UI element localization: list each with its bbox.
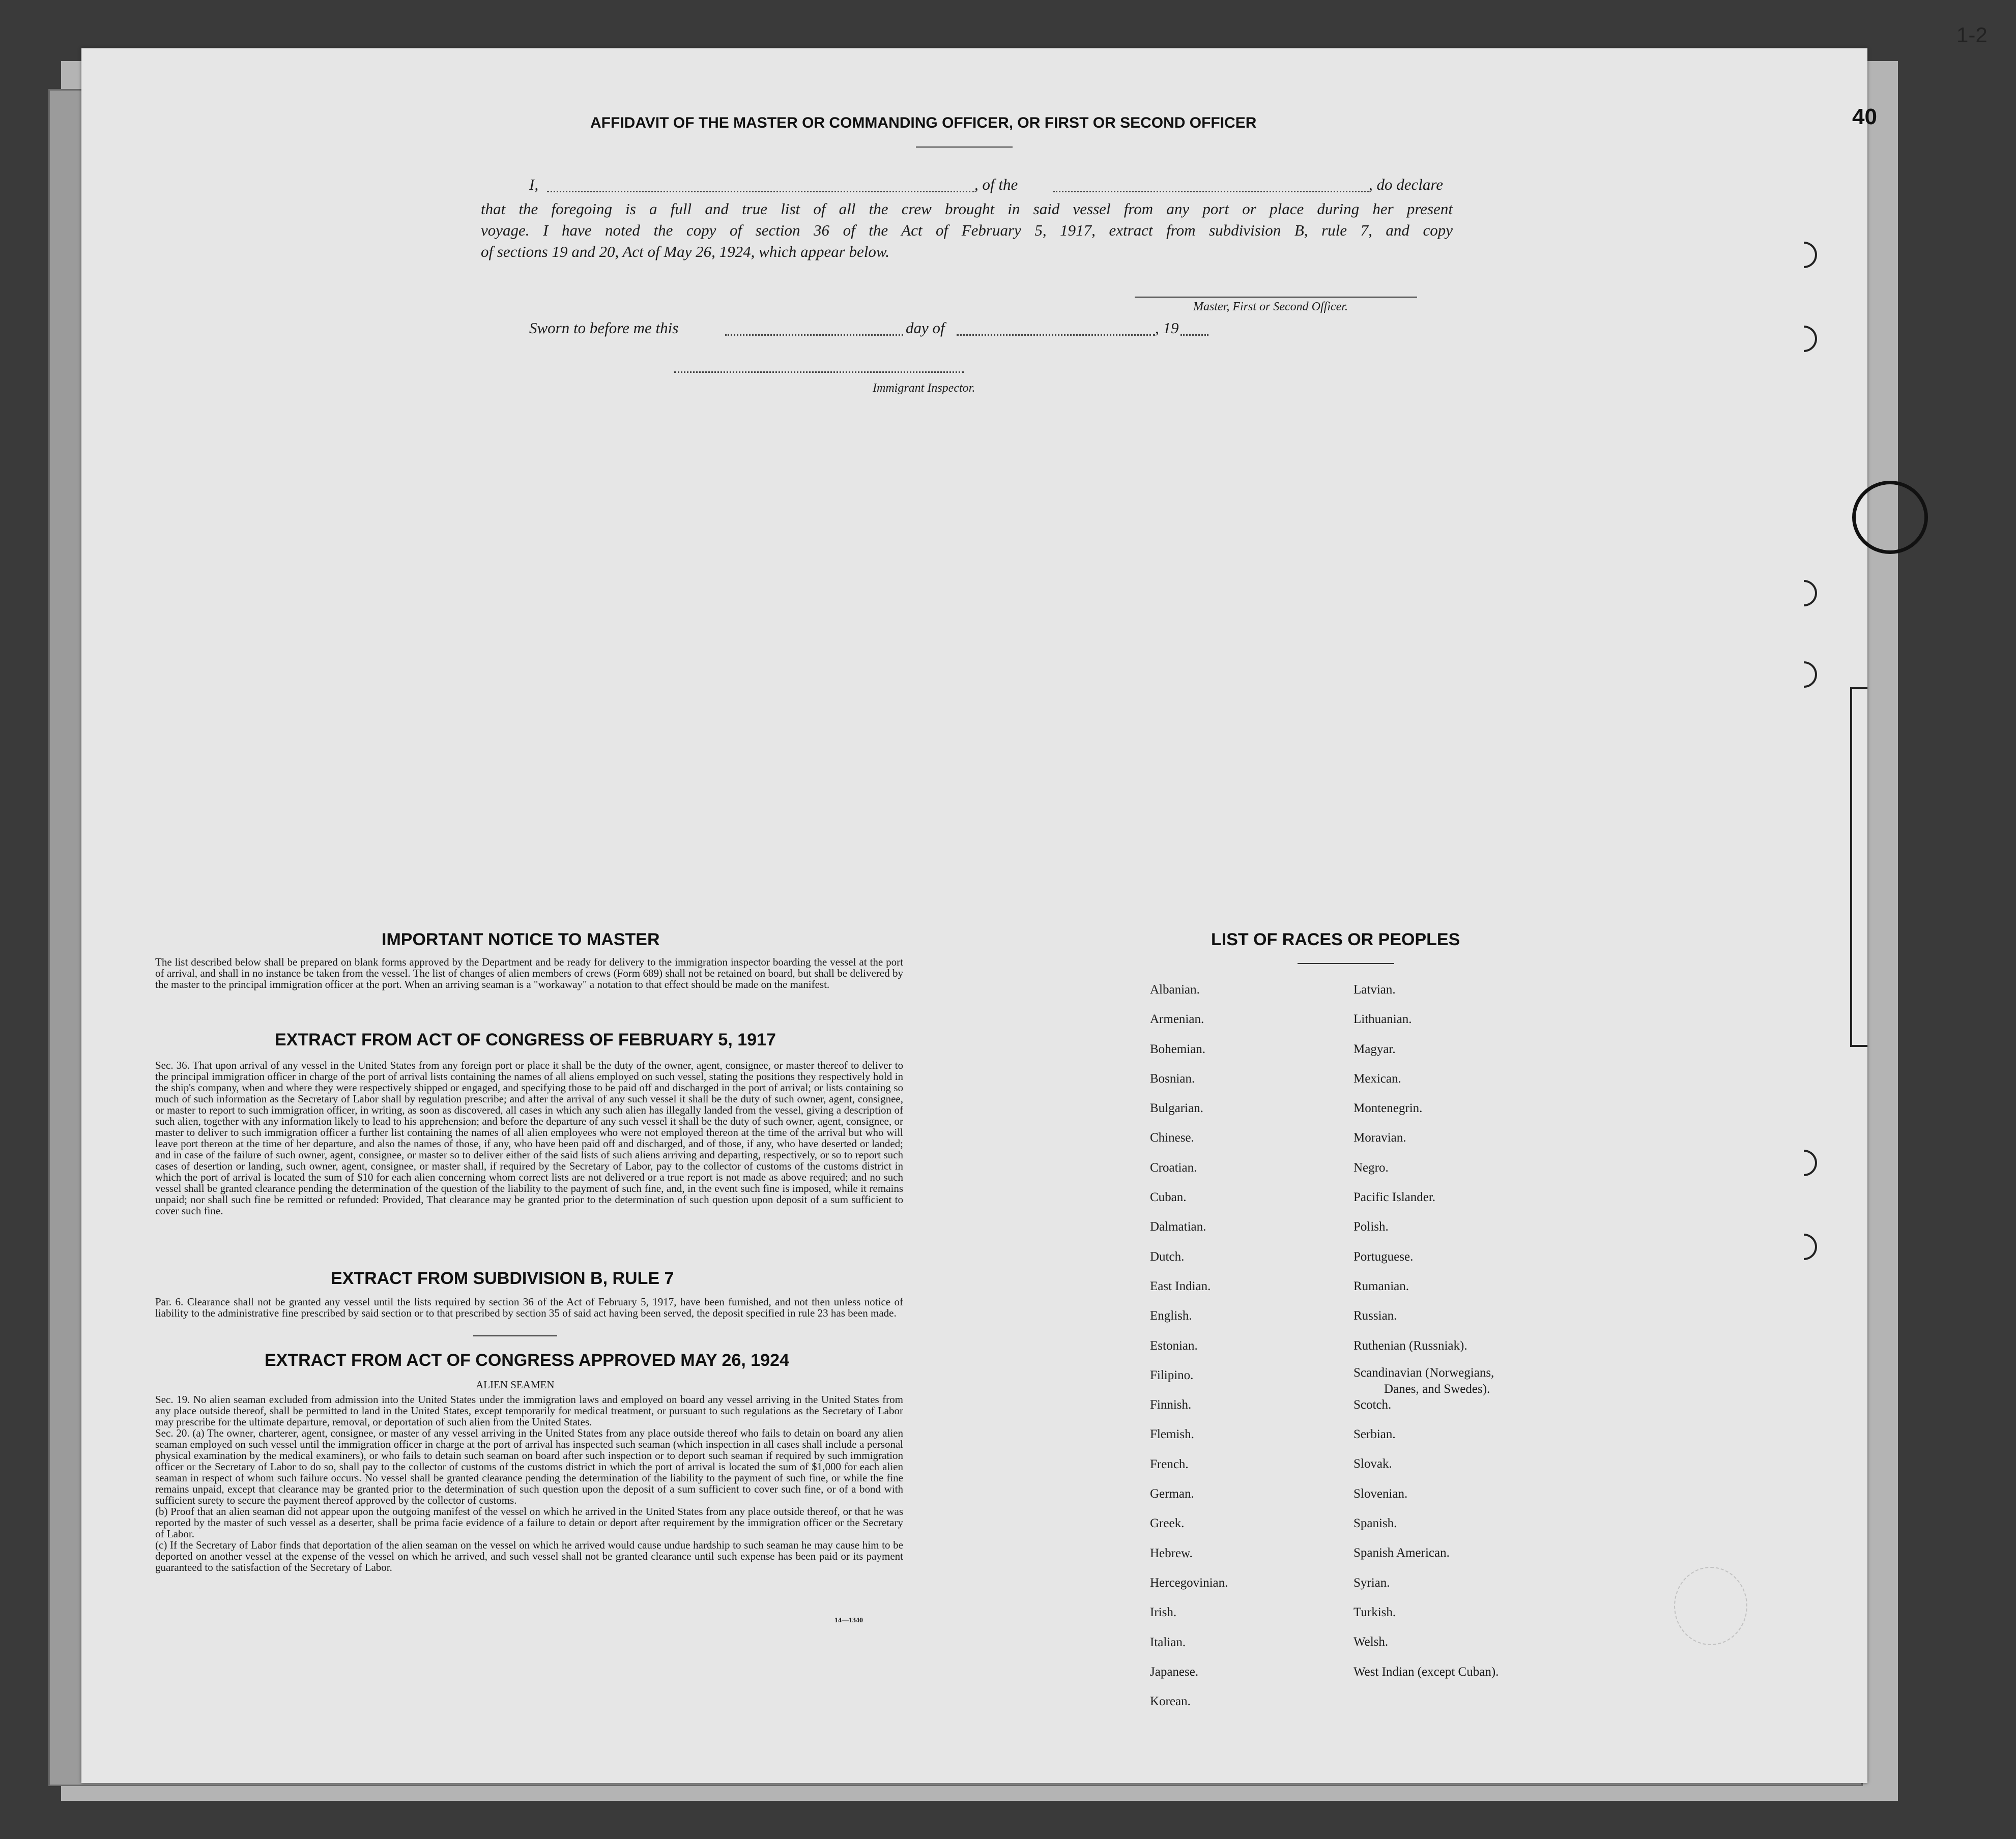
ring-mark xyxy=(1852,481,1928,554)
race-item: German. xyxy=(1150,1487,1194,1501)
year-field[interactable] xyxy=(1180,334,1208,336)
race-item: Polish. xyxy=(1353,1220,1389,1234)
race-item: Japanese. xyxy=(1150,1665,1199,1679)
rule7-text: Par. 6. Clearance shall not be granted any vessel until the lists required by section 36 of the Act of February 5, 1917, have been furnished, and not then unless notice of liability to the administrative fine prescribed by said section or to that prescribed by section 35 of said act having been served, the deposit specified in rule 23 has been made. xyxy=(155,1296,903,1319)
name-field[interactable] xyxy=(547,191,974,192)
races-right-column xyxy=(1353,975,1499,1687)
month-field[interactable] xyxy=(957,334,1155,336)
race-item: Filipino. xyxy=(1150,1368,1194,1382)
race-item: Latvian. xyxy=(1353,983,1396,997)
rule7-divider xyxy=(473,1335,557,1336)
races-title-rule xyxy=(1298,963,1394,964)
race-item: Danes, and Swedes). xyxy=(1384,1382,1490,1396)
race-item: Ruthenian (Russniak). xyxy=(1353,1338,1467,1353)
race-item: Dutch. xyxy=(1150,1249,1185,1264)
race-item: Montenegrin. xyxy=(1353,1101,1423,1116)
race-item: Hercegovinian. xyxy=(1150,1575,1228,1590)
affidavit-line-2: that the foregoing is a full and true list of all the crew brought in said vessel from any port or place during her present xyxy=(481,200,1453,218)
race-item: French. xyxy=(1150,1457,1189,1471)
day-of-label: day of xyxy=(906,319,945,337)
master-signature-line[interactable] xyxy=(1135,297,1417,298)
race-item: West Indian (except Cuban). xyxy=(1353,1665,1499,1679)
notice-text: The list described below shall be prepared on blank forms approved by the Department and be ready for delivery to the immigration inspector boarding the vessel at the port of arrival, and shall in no instance be taken from the vessel. The list of changes of alien members of crews (Form 689) shall not be retained on board, but shall be delivered by the master to the principal immigration officer at the port. When an arriving seaman is a "workaway" a notation to that effect should be made on the manifest. xyxy=(155,956,903,990)
vessel-field[interactable] xyxy=(1053,191,1369,192)
affidavit-of-the: , of the xyxy=(974,176,1018,193)
inspector-signature-line[interactable] xyxy=(674,371,964,373)
race-item: Finnish. xyxy=(1150,1398,1192,1412)
notice-title: IMPORTANT NOTICE TO MASTER xyxy=(382,930,660,949)
race-item: Magyar. xyxy=(1353,1042,1396,1056)
race-item: Serbian. xyxy=(1353,1427,1396,1442)
extract-1917-title: EXTRACT FROM ACT OF CONGRESS OF FEBRUARY 5, 1917 xyxy=(275,1030,776,1049)
affidavit-title: AFFIDAVIT OF THE MASTER OR COMMANDING OFFICER, OR FIRST OR SECOND OFFICER xyxy=(590,114,1257,131)
race-item: Slovak. xyxy=(1353,1457,1392,1471)
extract-1924-text xyxy=(155,1394,903,1573)
alien-seamen-subtitle: ALIEN SEAMEN xyxy=(476,1379,555,1391)
race-item: Bosnian. xyxy=(1150,1071,1195,1086)
race-item: Welsh. xyxy=(1353,1635,1389,1649)
sworn-label: Sworn to before me this xyxy=(529,319,679,337)
race-item: Spanish. xyxy=(1353,1516,1397,1531)
race-item: Croatian. xyxy=(1150,1160,1197,1175)
race-item: Lithuanian. xyxy=(1353,1012,1412,1027)
page-number: 40 xyxy=(1852,104,1877,129)
race-item: Scandinavian (Norwegians, xyxy=(1353,1365,1494,1380)
race-item: Cuban. xyxy=(1150,1190,1187,1205)
corner-mark: 1-2 xyxy=(1956,23,1988,47)
affidavit-line-4: of sections 19 and 20, Act of May 26, 1924, which appear below. xyxy=(481,243,890,260)
races-left-column xyxy=(1150,975,1228,1716)
races-title: LIST OF RACES OR PEOPLES xyxy=(1211,930,1460,949)
race-item: English. xyxy=(1150,1309,1192,1323)
affidavit-body xyxy=(481,198,1453,262)
race-item: Hebrew. xyxy=(1150,1546,1193,1560)
affidavit-line-3: voyage. I have noted the copy of section 36 of the Act of February 5, 1917, extract from subdivision B, rule 7, and copy xyxy=(481,221,1453,239)
race-item: Dalmatian. xyxy=(1150,1220,1206,1234)
race-item: Bulgarian. xyxy=(1150,1101,1203,1116)
form-number: 14—1340 xyxy=(834,1617,863,1624)
race-item: Mexican. xyxy=(1353,1071,1401,1086)
race-item: Italian. xyxy=(1150,1635,1186,1649)
master-label: Master, First or Second Officer. xyxy=(1193,300,1348,313)
race-item: Estonian. xyxy=(1150,1338,1198,1353)
race-item: Portuguese. xyxy=(1353,1249,1414,1264)
race-item: Flemish. xyxy=(1150,1427,1194,1442)
race-item: Irish. xyxy=(1150,1606,1177,1620)
sec-20c-text: (c) If the Secretary of Labor finds that deportation of the alien seaman on the vessel on which he arrived would cause undue hardship to such seaman he may cause him to be deported on another vessel at the expense of the vessel on which he arrived, and such vessel shall not be granted clearance until such expense has been paid or its payment guaranteed to the satisfaction of the Secretary of Labor. xyxy=(155,1539,903,1573)
race-item: Turkish. xyxy=(1353,1605,1396,1619)
race-item: Russian. xyxy=(1353,1309,1397,1323)
race-item: Greek. xyxy=(1150,1516,1185,1531)
faded-stamp xyxy=(1674,1567,1747,1645)
race-item: Armenian. xyxy=(1150,1012,1204,1027)
sworn-day-field[interactable] xyxy=(725,334,903,336)
title-rule xyxy=(916,147,1013,148)
race-item: Spanish American. xyxy=(1353,1546,1450,1560)
affidavit-do-declare: , do declare xyxy=(1369,176,1444,193)
race-item: Korean. xyxy=(1150,1695,1191,1709)
race-item: Pacific Islander. xyxy=(1353,1190,1436,1205)
side-tab xyxy=(1850,687,1867,1047)
race-item: Chinese. xyxy=(1150,1131,1194,1145)
extract-1917-text: Sec. 36. That upon arrival of any vessel in the United States from any foreign port or place it shall be the duty of the owner, agent, consignee, or master thereof to deliver to the principal immigration officer in charge of the port of arrival lists containing the names of all aliens employed on such vessel, stating the positions they respectively hold in the ship's company, when and where they were respectively shipped or engaged, and specifying those to be paid off and discharged in the port of arrival; or lists containing so much of such information as the Secretary of Labor shall by regulation prescribe; and after the arrival of any such vessel it shall be the duty of such owner, agent, consignee, or master to report to such immigration officer, in writing, as soon as discovered, all cases in which any such alien has illegally landed from the vessel, giving a description of such alien, together with any information likely to lead to his apprehension; and before the departure of any such vessel it shall be the duty of such owner, agent, consignee, or master to deliver to such immigration officer a further list containing the names of all alien employees who were not employed thereon at the time of the arrival but who will leave port thereon at the time of her departure, and also the names of those, if any, who have been paid off and discharged, and of those, if any, who have deserted or landed; and in case of the failure of such owner, agent, consignee, or master so to deliver either of the said lists of such aliens arriving and departing, respectively, or so to report such cases of desertion or landing, such owner, agent, consignee, or master shall, if required by the Secretary of Labor, pay to the collector of customs of the customs district in which the port of arrival is located the sum of $10 for each alien concerning whom correct lists are not delivered or a true report is not made as above required; and no such vessel shall be granted clearance pending the determination of the question of the liability to the payment of such fine, and, in the event such fine is imposed, while it remains unpaid; nor shall such fine be remitted or refunded: Provided, That clearance may be granted prior to the determination of such question upon deposit of a sum sufficient to cover such fine. xyxy=(155,1059,903,1217)
rule7-title: EXTRACT FROM SUBDIVISION B, RULE 7 xyxy=(331,1269,674,1288)
race-item: Moravian. xyxy=(1353,1131,1406,1145)
sec-20a-text: Sec. 20. (a) The owner, charterer, agent, consignee, or master of any vessel arriving in the United States from any place outside thereof who fails to detain on board any alien seaman employed on such vessel until the immigration officer in charge at the port of arrival has inspected such seaman (which inspection in all cases shall include a personal physical examination by the medical examiners), or who fails to detain such seaman on board after such inspection or to deport such seaman if required by such immigration officer or the Secretary of Labor to do so, shall pay to the collector of customs of the customs district in which the port of arrival is located the sum of $1,000 for each alien seaman in respect of whom such failure occurs. No vessel shall be granted clearance pending the determination of the liability to the payment of such fine, or while the fine remains unpaid, except that clearance may be granted prior to the determination of such question upon the deposit of a sum sufficient to cover such fine, or of a bond with sufficient surety to secure the payment thereof approved by the collector of customs. xyxy=(155,1427,903,1506)
race-item: Albanian. xyxy=(1150,983,1200,997)
inspector-label: Immigrant Inspector. xyxy=(873,382,975,395)
sec-19-text: Sec. 19. No alien seaman excluded from admission into the United States under the immigration laws and employed on board any vessel arriving in the United States from any place outside thereof, shall be permitted to land in the United States, except temporarily for medical treatment, or pursuant to such regulations as the Secretary of Labor may prescribe for the ultimate departure, removal, or deportation of such alien from the United States. xyxy=(155,1393,903,1428)
race-item: Bohemian. xyxy=(1150,1042,1206,1056)
year-label: , 19 xyxy=(1155,319,1179,337)
affidavit-i-label: I, xyxy=(529,176,539,193)
sec-20b-text: (b) Proof that an alien seaman did not appear upon the outgoing manifest of the vessel on which he arrived in the United States from any place outside thereof, or that he was reported by the master of such vessel as a deserter, shall be prima facie evidence of a failure to detain or deport after requirement by the immigration officer or the Secretary of Labor. xyxy=(155,1505,903,1540)
extract-1924-title: EXTRACT FROM ACT OF CONGRESS APPROVED MAY 26, 1924 xyxy=(265,1351,789,1370)
race-item: East Indian. xyxy=(1150,1279,1211,1293)
race-item: Syrian. xyxy=(1353,1575,1390,1590)
race-item: Negro. xyxy=(1353,1160,1389,1175)
race-item: Slovenian. xyxy=(1353,1486,1408,1501)
race-item: Rumanian. xyxy=(1353,1279,1409,1293)
race-item: Scotch. xyxy=(1353,1397,1392,1412)
